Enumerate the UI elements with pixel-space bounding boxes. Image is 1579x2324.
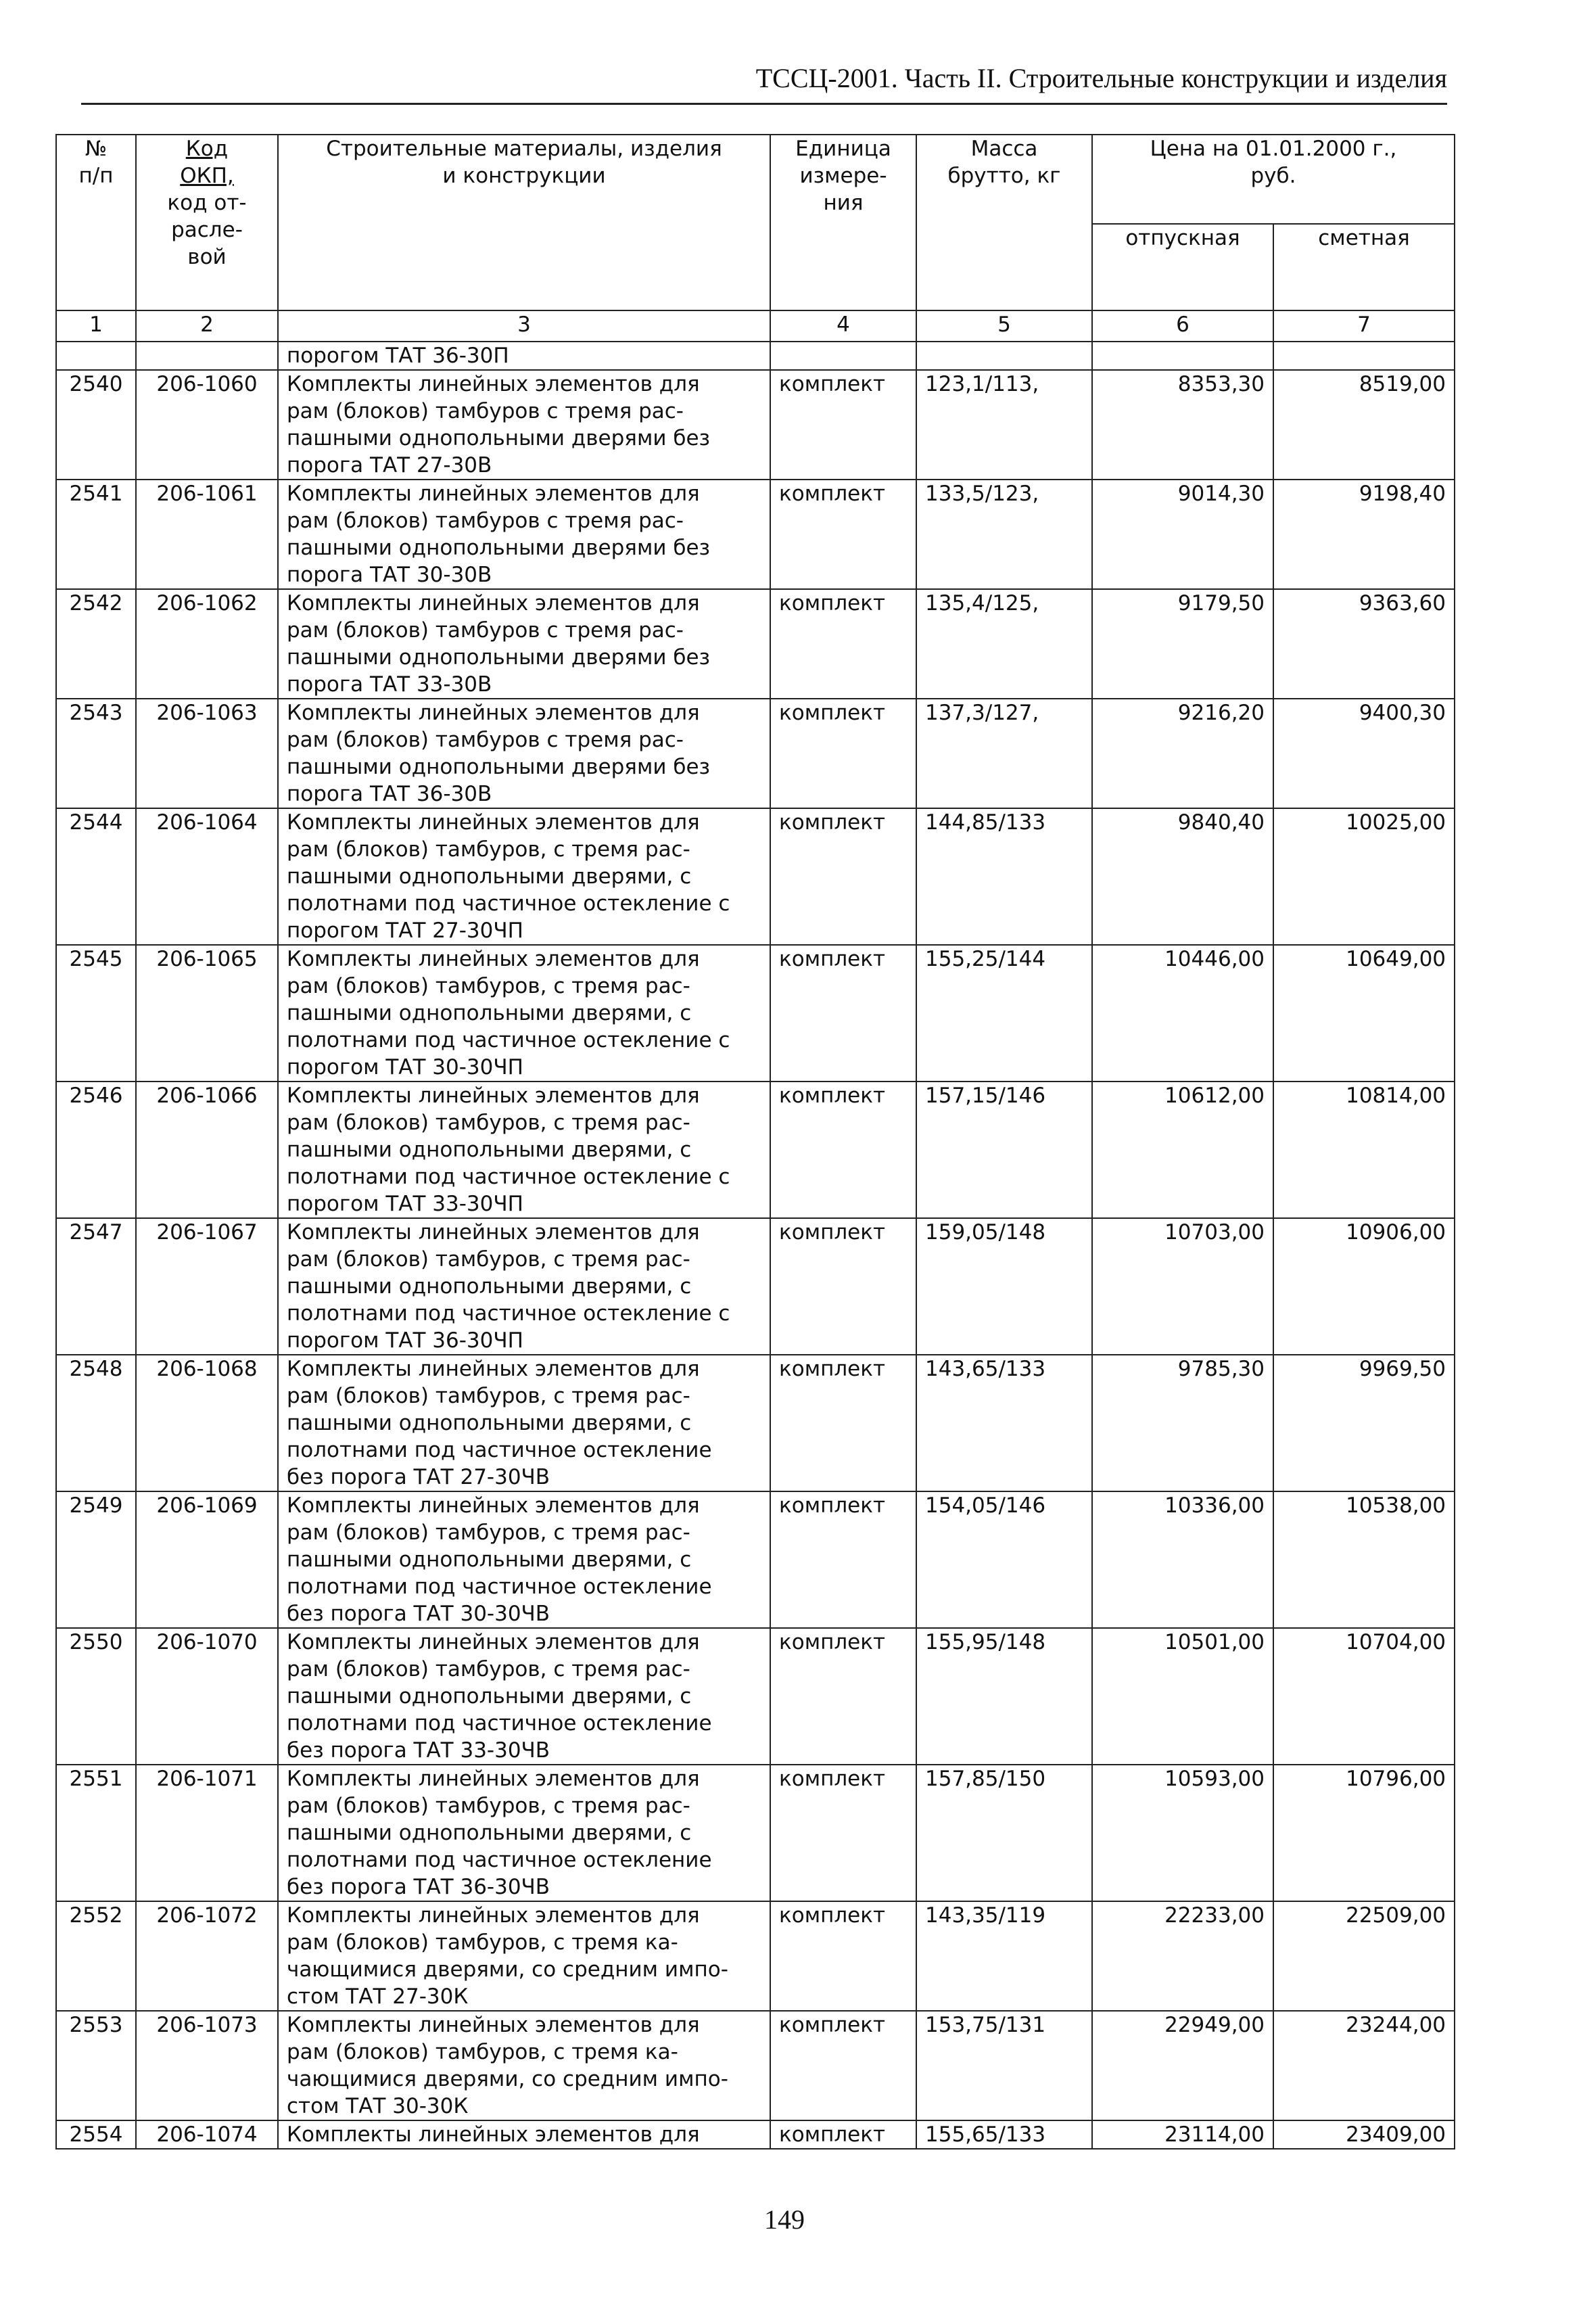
item-name-line: пашными однопольными дверями, с <box>287 1138 692 1162</box>
price-release: 10336,00 <box>1092 1491 1273 1628</box>
price-estimate: 9363,60 <box>1273 589 1455 699</box>
item-name-line: стом ТАТ 30-30К <box>287 2094 469 2118</box>
unit-of-measure: комплект <box>770 2011 916 2120</box>
unit-of-measure: комплект <box>770 370 916 480</box>
okp-code: 206-1066 <box>136 1082 278 1218</box>
gross-mass: 155,65/133 <box>916 2120 1092 2149</box>
column-number: 6 <box>1092 310 1273 342</box>
item-name <box>278 1901 770 2011</box>
price-release: 9014,30 <box>1092 480 1273 589</box>
item-name-line: рам (блоков) тамбуров, с тремя рас- <box>287 837 690 862</box>
item-name-line: Комплекты линейных элементов для <box>287 947 700 971</box>
table-row <box>56 1628 1455 1765</box>
item-name-line: рам (блоков) тамбуров, с тремя рас- <box>287 1520 690 1545</box>
column-number: 1 <box>56 310 136 342</box>
item-name-line: стом ТАТ 27-30К <box>287 1984 469 2009</box>
item-name-line: рам (блоков) тамбуров, с тремя рас- <box>287 1247 690 1272</box>
header-price-release: отпускная <box>1092 224 1273 310</box>
item-name-line: порогом ТАТ 27-30ЧП <box>287 919 523 943</box>
gross-mass: 133,5/123, <box>916 480 1092 589</box>
row-number: 2549 <box>56 1491 136 1628</box>
item-name <box>278 808 770 945</box>
header-name: Строительные материалы, изделия и конструкции <box>278 135 770 310</box>
item-name-line: пашными однопольными дверями, с <box>287 1411 692 1435</box>
price-estimate: 9400,30 <box>1273 699 1455 808</box>
table-row <box>56 370 1455 480</box>
item-name-line: полотнами под частичное остекление с <box>287 891 730 916</box>
unit-of-measure: комплект <box>770 945 916 1082</box>
unit-of-measure: комплект <box>770 1082 916 1218</box>
gross-mass: 154,05/146 <box>916 1491 1092 1628</box>
table-row <box>56 1218 1455 1355</box>
continuation-row <box>56 342 1455 370</box>
item-name-line: полотнами под частичное остекление <box>287 1575 712 1599</box>
row-number: 2550 <box>56 1628 136 1765</box>
okp-code: 206-1061 <box>136 480 278 589</box>
gross-mass: 155,25/144 <box>916 945 1092 1082</box>
column-number: 7 <box>1273 310 1455 342</box>
column-number-row <box>56 310 1455 342</box>
row-number: 2546 <box>56 1082 136 1218</box>
gross-mass: 135,4/125, <box>916 589 1092 699</box>
gross-mass: 137,3/127, <box>916 699 1092 808</box>
item-name-line: Комплекты линейных элементов для <box>287 1903 700 1928</box>
unit-of-measure: комплект <box>770 589 916 699</box>
item-name-line: пашными однопольными дверями без <box>287 426 711 450</box>
price-table <box>55 134 1455 2149</box>
column-number: 5 <box>916 310 1092 342</box>
unit-of-measure: комплект <box>770 1218 916 1355</box>
item-name-line: Комплекты линейных элементов для <box>287 1220 700 1245</box>
item-name <box>278 1355 770 1491</box>
item-name-line: полотнами под частичное остекление с <box>287 1028 730 1052</box>
item-name-line: чающимися дверями, со средним импо- <box>287 2067 728 2091</box>
item-name-line: Комплекты линейных элементов для <box>287 1357 700 1381</box>
item-name <box>278 1218 770 1355</box>
row-number: 2553 <box>56 2011 136 2120</box>
item-name-line: рам (блоков) тамбуров, с тремя рас- <box>287 1657 690 1681</box>
price-release: 23114,00 <box>1092 2120 1273 2149</box>
price-release: 9179,50 <box>1092 589 1273 699</box>
item-name <box>278 1765 770 1901</box>
item-name-line: пашными однопольными дверями, с <box>287 864 692 889</box>
row-number: 2540 <box>56 370 136 480</box>
item-name-line: пашными однопольными дверями, с <box>287 1548 692 1572</box>
table-row <box>56 1082 1455 1218</box>
row-number: 2552 <box>56 1901 136 2011</box>
header-row-top <box>56 135 1455 224</box>
item-name-line: полотнами под частичное остекление <box>287 1438 712 1462</box>
item-name-line: Комплекты линейных элементов для <box>287 2013 700 2037</box>
item-name-line: Комплекты линейных элементов для <box>287 1084 700 1108</box>
table-row <box>56 480 1455 589</box>
item-name-line: рам (блоков) тамбуров с тремя рас- <box>287 509 684 533</box>
item-name-line: полотнами под частичное остекление с <box>287 1301 730 1326</box>
item-name <box>278 589 770 699</box>
price-estimate: 23409,00 <box>1273 2120 1455 2149</box>
gross-mass: 143,65/133 <box>916 1355 1092 1491</box>
item-name-line: порога ТАТ 36-30В <box>287 782 492 806</box>
okp-code: 206-1064 <box>136 808 278 945</box>
row-number: 2548 <box>56 1355 136 1491</box>
row-number: 2544 <box>56 808 136 945</box>
item-name-line: рам (блоков) тамбуров с тремя рас- <box>287 399 684 423</box>
gross-mass: 143,35/119 <box>916 1901 1092 2011</box>
row-number: 2542 <box>56 589 136 699</box>
price-release: 10703,00 <box>1092 1218 1273 1355</box>
row-number: 2545 <box>56 945 136 1082</box>
continuation-text: порогом ТАТ 36-30П <box>278 342 770 370</box>
item-name-line: пашными однопольными дверями, с <box>287 1001 692 1025</box>
item-name-line: полотнами под частичное остекление <box>287 1848 712 1872</box>
item-name <box>278 370 770 480</box>
table-row <box>56 1901 1455 2011</box>
unit-of-measure: комплект <box>770 480 916 589</box>
okp-code: 206-1073 <box>136 2011 278 2120</box>
item-name-line: Комплекты линейных элементов для <box>287 701 700 725</box>
okp-code: 206-1062 <box>136 589 278 699</box>
okp-code: 206-1068 <box>136 1355 278 1491</box>
price-estimate: 10814,00 <box>1273 1082 1455 1218</box>
price-estimate: 10025,00 <box>1273 808 1455 945</box>
item-name <box>278 1628 770 1765</box>
okp-code: 206-1072 <box>136 1901 278 2011</box>
item-name <box>278 945 770 1082</box>
document-header-title: ТССЦ-2001. Часть II. Строительные конструкции и изделия <box>755 63 1447 93</box>
price-estimate: 8519,00 <box>1273 370 1455 480</box>
table-row <box>56 808 1455 945</box>
item-name-line: рам (блоков) тамбуров, с тремя рас- <box>287 1794 690 1818</box>
item-name-line: без порога ТАТ 27-30ЧВ <box>287 1465 550 1489</box>
item-name-line: без порога ТАТ 36-30ЧВ <box>287 1875 550 1899</box>
gross-mass: 157,15/146 <box>916 1082 1092 1218</box>
okp-code: 206-1074 <box>136 2120 278 2149</box>
header-okp: Код ОКП, код от- расле- вой <box>136 135 278 310</box>
gross-mass: 123,1/113, <box>916 370 1092 480</box>
row-number: 2547 <box>56 1218 136 1355</box>
row-number: 2543 <box>56 699 136 808</box>
price-estimate: 22509,00 <box>1273 1901 1455 2011</box>
okp-code: 206-1063 <box>136 699 278 808</box>
item-name <box>278 1082 770 1218</box>
item-name-line: Комплекты линейных элементов для <box>287 1767 700 1791</box>
item-name <box>278 1491 770 1628</box>
price-release: 9840,40 <box>1092 808 1273 945</box>
row-number: 2551 <box>56 1765 136 1901</box>
item-name-line: порогом ТАТ 30-30ЧП <box>287 1055 523 1079</box>
column-number: 2 <box>136 310 278 342</box>
item-name-line: порогом ТАТ 36-30ЧП <box>287 1328 523 1353</box>
header-divider <box>81 103 1447 105</box>
unit-of-measure: комплект <box>770 699 916 808</box>
item-name-line: Комплекты линейных элементов для <box>287 372 700 396</box>
okp-code: 206-1060 <box>136 370 278 480</box>
header-no: № п/п <box>56 135 136 310</box>
table-row <box>56 945 1455 1082</box>
item-name-line: пашными однопольными дверями, с <box>287 1274 692 1299</box>
price-release: 10593,00 <box>1092 1765 1273 1901</box>
price-release: 10501,00 <box>1092 1628 1273 1765</box>
unit-of-measure: комплект <box>770 808 916 945</box>
item-name-line: порога ТАТ 27-30В <box>287 453 492 478</box>
okp-code: 206-1065 <box>136 945 278 1082</box>
price-release: 8353,30 <box>1092 370 1273 480</box>
item-name-line: рам (блоков) тамбуров, с тремя ка- <box>287 1930 678 1955</box>
price-release: 9216,20 <box>1092 699 1273 808</box>
item-name-line: пашными однопольными дверями без <box>287 755 711 779</box>
gross-mass: 153,75/131 <box>916 2011 1092 2120</box>
column-number: 3 <box>278 310 770 342</box>
item-name-line: рам (блоков) тамбуров, с тремя ка- <box>287 2040 678 2064</box>
table-row <box>56 2120 1455 2149</box>
item-name-line: полотнами под частичное остекление <box>287 1711 712 1736</box>
table-row <box>56 699 1455 808</box>
okp-code: 206-1069 <box>136 1491 278 1628</box>
item-name-line: порога ТАТ 33-30В <box>287 672 492 697</box>
item-name-line: рам (блоков) тамбуров, с тремя рас- <box>287 1384 690 1408</box>
item-name-line: Комплекты линейных элементов для <box>287 482 700 506</box>
item-name-line: Комплекты линейных элементов для <box>287 810 700 835</box>
item-name <box>278 2011 770 2120</box>
item-name <box>278 2120 770 2149</box>
item-name-line: Комплекты линейных элементов для <box>287 591 700 615</box>
table-row <box>56 2011 1455 2120</box>
unit-of-measure: комплект <box>770 1765 916 1901</box>
price-estimate: 10538,00 <box>1273 1491 1455 1628</box>
header-price-group: Цена на 01.01.2000 г., руб. <box>1092 135 1455 224</box>
item-name-line: без порога ТАТ 30-30ЧВ <box>287 1602 550 1626</box>
unit-of-measure: комплект <box>770 2120 916 2149</box>
price-estimate: 9969,50 <box>1273 1355 1455 1491</box>
unit-of-measure: комплект <box>770 1628 916 1765</box>
price-release: 22233,00 <box>1092 1901 1273 2011</box>
table-row <box>56 1491 1455 1628</box>
item-name-line: пашными однопольными дверями без <box>287 645 711 670</box>
table-row <box>56 1765 1455 1901</box>
price-estimate: 10704,00 <box>1273 1628 1455 1765</box>
item-name-line: рам (блоков) тамбуров, с тремя рас- <box>287 974 690 998</box>
gross-mass: 155,95/148 <box>916 1628 1092 1765</box>
row-number: 2541 <box>56 480 136 589</box>
price-estimate: 10649,00 <box>1273 945 1455 1082</box>
price-release: 10612,00 <box>1092 1082 1273 1218</box>
price-estimate: 10906,00 <box>1273 1218 1455 1355</box>
okp-code: 206-1071 <box>136 1765 278 1901</box>
header-unit: Единица измере- ния <box>770 135 916 310</box>
price-estimate: 10796,00 <box>1273 1765 1455 1901</box>
header-mass: Масса брутто, кг <box>916 135 1092 310</box>
item-name-line: порога ТАТ 30-30В <box>287 563 492 587</box>
price-estimate: 9198,40 <box>1273 480 1455 589</box>
unit-of-measure: комплект <box>770 1901 916 2011</box>
price-release: 22949,00 <box>1092 2011 1273 2120</box>
item-name-line: рам (блоков) тамбуров с тремя рас- <box>287 728 684 752</box>
item-name <box>278 480 770 589</box>
item-name-line: рам (блоков) тамбуров с тремя рас- <box>287 618 684 643</box>
item-name-line: пашными однопольными дверями без <box>287 536 711 560</box>
item-name-line: чающимися дверями, со средним импо- <box>287 1957 728 1982</box>
item-name-line: полотнами под частичное остекление с <box>287 1165 730 1189</box>
unit-of-measure: комплект <box>770 1355 916 1491</box>
item-name-line: пашными однопольными дверями, с <box>287 1821 692 1845</box>
item-name-line: Комплекты линейных элементов для <box>287 1493 700 1518</box>
table-row <box>56 589 1455 699</box>
column-number: 4 <box>770 310 916 342</box>
gross-mass: 159,05/148 <box>916 1218 1092 1355</box>
gross-mass: 144,85/133 <box>916 808 1092 945</box>
item-name <box>278 699 770 808</box>
item-name-line: рам (блоков) тамбуров, с тремя рас- <box>287 1111 690 1135</box>
item-name-line: порогом ТАТ 33-30ЧП <box>287 1192 523 1216</box>
header-price-estimate: сметная <box>1273 224 1455 310</box>
table-row <box>56 1355 1455 1491</box>
item-name-line: Комплекты линейных элементов для <box>287 2122 700 2147</box>
table-body <box>56 342 1455 2149</box>
unit-of-measure: комплект <box>770 1491 916 1628</box>
item-name-line: пашными однопольными дверями, с <box>287 1684 692 1709</box>
okp-code: 206-1070 <box>136 1628 278 1765</box>
price-release: 9785,30 <box>1092 1355 1273 1491</box>
gross-mass: 157,85/150 <box>916 1765 1092 1901</box>
item-name-line: без порога ТАТ 33-30ЧВ <box>287 1738 550 1763</box>
price-release: 10446,00 <box>1092 945 1273 1082</box>
row-number: 2554 <box>56 2120 136 2149</box>
page-number: 149 <box>764 2204 805 2235</box>
price-estimate: 23244,00 <box>1273 2011 1455 2120</box>
okp-code: 206-1067 <box>136 1218 278 1355</box>
item-name-line: Комплекты линейных элементов для <box>287 1630 700 1654</box>
